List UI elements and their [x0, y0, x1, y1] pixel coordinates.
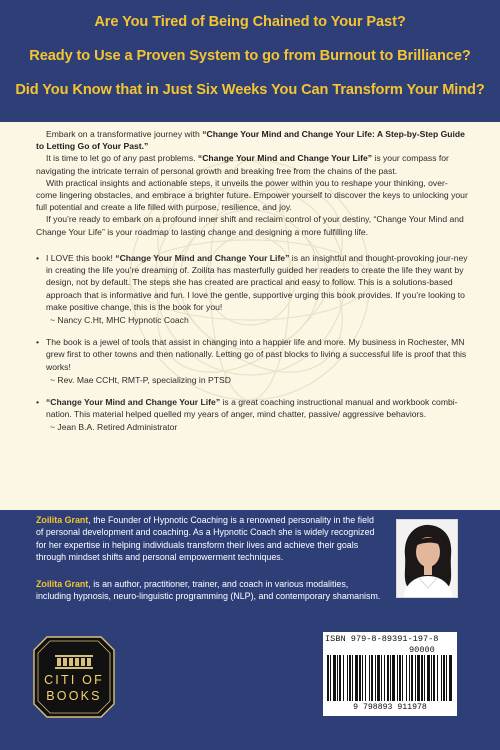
barcode-bar [369, 655, 370, 701]
headline-2: Ready to Use a Proven System to go from Burnout to Brilliance? [29, 48, 471, 64]
barcode-bar [371, 655, 373, 701]
author-name: Zoilita Grant [36, 579, 89, 589]
description-paragraph-4: If you’re ready to embark on a profound inner shift and reclaim control of your destiny, “Change Your Mind and Change Your Life” is your roadmap to lasting change and designing a more fulfilling life. [36, 214, 464, 237]
review-attribution: ~ Rev. Mae CCHt, RMT-P, specializing in PTSD [50, 374, 231, 385]
barcode-bar [421, 655, 423, 701]
barcode-bar [397, 655, 398, 701]
review-book-title: “Change Your Mind and Change Your Life” [115, 253, 290, 263]
description-paragraph-3: With practical insights and actionable steps, it unveils the power within you to reshape your thinking, over-come lingering obstacles, and embrace a brighter future. Empower yourself to discover the keys to unlocking your full potential and create a life filled with purpose, resilience, and joy. [36, 177, 468, 213]
headline-3: Did You Know that in Just Six Weeks You Can Transform Your Mind? [15, 82, 485, 98]
barcode-bar [437, 655, 438, 701]
publisher-name-line-1: CITI OF [44, 673, 104, 687]
bullet-icon: • [36, 397, 40, 408]
barcode-bar [431, 655, 432, 701]
book-description [36, 128, 468, 238]
barcode-bar [411, 655, 413, 701]
barcode-bar [449, 655, 452, 701]
barcode-bar [337, 655, 338, 701]
review-book-title: “Change Your Mind and Change Your Life” [46, 397, 221, 408]
barcode-bar [399, 655, 401, 701]
barcode-bar [417, 655, 420, 701]
review-list [36, 252, 468, 444]
author-bio-2: Zoilita Grant, is an author, practitioner, trainer, and coach in various modalities, including hypnosis, neuro-linguistic programming (NLP), and contemporary shamanism. [36, 579, 381, 602]
barcode-bar [384, 655, 385, 701]
description-paragraph-1: Embark on a transformative journey with “Change Your Mind and Change Your Life: A Step-by-Step Guide to Letting Go of Your Past.” [36, 129, 465, 152]
barcode-number: 9 798893 911978 [353, 703, 427, 712]
barcode-bar [387, 655, 389, 701]
barcode-icon [327, 655, 453, 703]
barcode-bar [375, 655, 376, 701]
review-text: is an insightful and thought-provoking jour-ney in creating the life you’re dreaming of. Zoilita has masterfully guided her readers to create the life they want by design, not by default. The steps she has created are practical and easy to follow. This is a solutions-based approach that is informative and fun. I love the gentle, supportive urging this book provides. If you’re looking to make positive change, this is the book for you! [46, 253, 468, 312]
barcode-bar [402, 655, 403, 701]
review-item: • I LOVE this book! “Change Your Mind and Change Your Life” is an insightful and thought-provoking jour-ney in creating the life you’re dreaming of. Zoilita has masterfully guided her readers to create the life they want by design, not by default. The steps she has created are practical and easy to follow. This is a solutions-based approach that is informative and fun. I love the gentle, supportive urging this book provides. If you’re looking to make positive change, this is the book for you! ~ Nancy C.Ht, MHC Hypnotic Coach [36, 253, 468, 326]
barcode-bar [433, 655, 435, 701]
book-title-1: “Change Your Mind and Change Your Life: A Step-by-Step Guide to Letting Go of Your Past.” [36, 129, 465, 152]
review-text: is a great coaching instructional manual and workbook combi-nation. This material helped quelled my years of anger, mind chatter, passive/ aggressive behaviors. [46, 397, 458, 420]
barcode-bar [339, 655, 341, 701]
barcode-bar [333, 655, 336, 701]
author-bio-1: Zoilita Grant, the Founder of Hypnotic Coaching is a renowned personality in the field of personal development and coaching. As a Hypnotic Coach she is widely recognized for her expertise in helping individuals transform their lives and achieve their goals through mindset shifts and personal empowerment techniques. [36, 515, 375, 563]
headline-1: Are You Tired of Being Chained to Your Past? [94, 14, 406, 30]
barcode-bar [343, 655, 344, 701]
barcode-bar [406, 655, 407, 701]
barcode-bar [365, 655, 366, 701]
bullet-icon: • [36, 253, 40, 263]
barcode-bar [392, 655, 395, 701]
barcode-bar [446, 655, 447, 701]
bullet-icon: • [36, 337, 40, 348]
barcode-bar [330, 655, 331, 701]
barcode-bar [359, 655, 361, 701]
review-attribution: ~ Jean B.A. Retired Administrator [50, 422, 178, 433]
barcode-bar [349, 655, 351, 701]
review-item [36, 336, 468, 386]
barcode-bar [352, 655, 353, 701]
barcode-bar [409, 655, 410, 701]
author-name: Zoilita Grant [36, 515, 89, 525]
author-portrait-icon [396, 519, 458, 598]
barcode-box [323, 632, 457, 716]
barcode-bar [441, 655, 442, 701]
review-text: The book is a jewel of tools that assist in changing into a happier life and more. My business in Rochester, MN grew first to other towns and then nationally. Letting go of past blocks to living a successful life is proof that this works! [46, 337, 467, 372]
barcode-bar [381, 655, 382, 701]
barcode-bar [355, 655, 358, 701]
barcode-bar [415, 655, 416, 701]
review-item [36, 396, 468, 434]
barcode-bar [377, 655, 380, 701]
barcode-bar [390, 655, 391, 701]
barcode-bar [362, 655, 363, 701]
publisher-name-line-2: BOOKS [46, 689, 102, 703]
barcode-bar [327, 655, 329, 701]
book-title-2: “Change Your Mind and Change Your Life” [197, 153, 373, 164]
isbn-label: ISBN 979-8-89391-197-8 [325, 634, 439, 644]
review-attribution: ~ Nancy C.Ht, MHC Hypnotic Coach [50, 315, 189, 326]
price-code: 90000 [409, 645, 435, 655]
barcode-bar [347, 655, 348, 701]
barcode-bar [443, 655, 445, 701]
description-paragraph-2: It is time to let go of any past problems. “Change Your Mind and Change Your Life” is your compass for navigating the intricate terrain of personal growth and breaking free from the chains of the past. [36, 153, 449, 176]
barcode-bar [427, 655, 430, 701]
barcode-bar [424, 655, 425, 701]
